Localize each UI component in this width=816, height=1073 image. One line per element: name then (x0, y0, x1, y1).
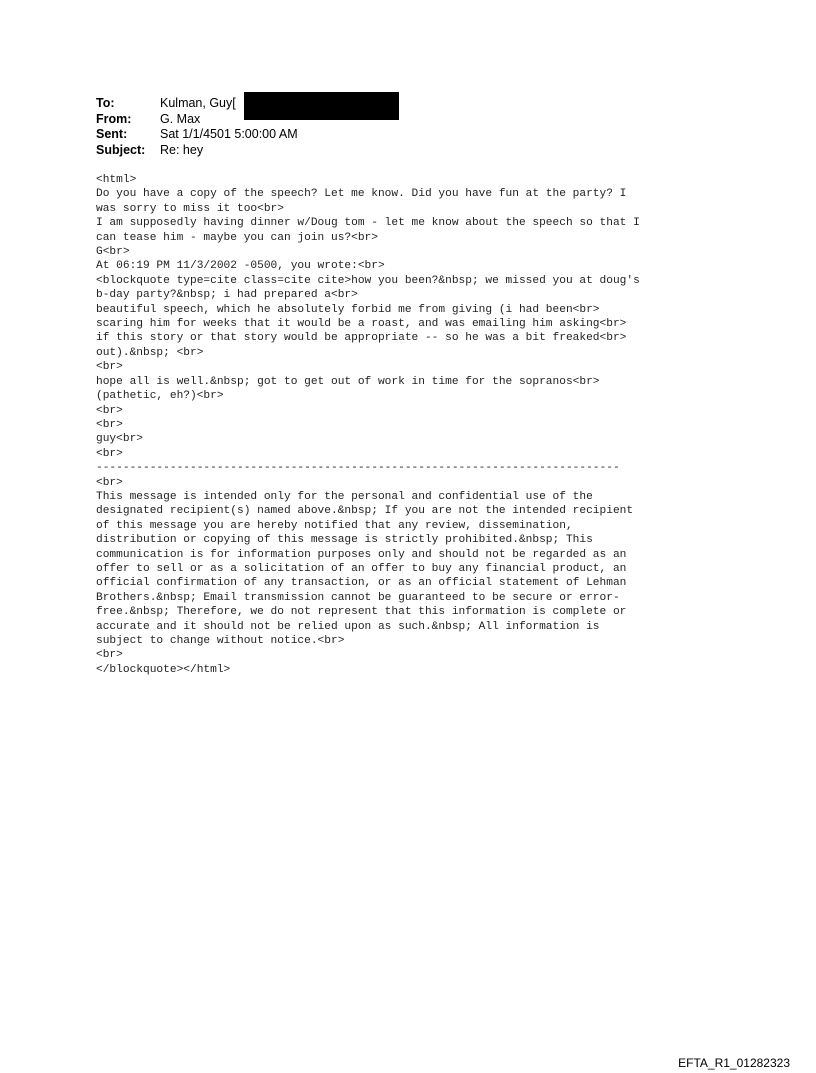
body-line: </blockquote></html> (96, 663, 231, 676)
body-line: <br> (96, 476, 123, 489)
body-line: free.&nbsp; Therefore, we do not represent that this information is complete or (96, 606, 627, 619)
body-line: <blockquote type=cite class=cite cite>how you been?&nbsp; we missed you at doug's (96, 274, 640, 287)
body-line: <br> (96, 649, 123, 662)
body-line: communication is for information purposes only and should not be regarded as an (96, 548, 627, 561)
body-line: Do you have a copy of the speech? Let me know. Did you have fun at the party? I (96, 188, 627, 201)
to-name: Kulman, Guy[ (160, 96, 236, 110)
email-body (96, 173, 640, 677)
body-line: <br> (96, 361, 123, 374)
body-line: (pathetic, eh?)<br> (96, 390, 224, 403)
body-line: scaring him for weeks that it would be a roast, and was emailing him asking<br> (96, 318, 627, 331)
body-line: was sorry to miss it too<br> (96, 202, 284, 215)
redaction-box (244, 92, 399, 120)
body-line: designated recipient(s) named above.&nbsp; If you are not the intended recipient (96, 505, 634, 518)
body-line: b-day party?&nbsp; i had prepared a<br> (96, 289, 358, 302)
from-label: From: (96, 111, 132, 126)
body-line: guy<br> (96, 433, 143, 446)
subject-label: Subject: (96, 142, 146, 157)
body-line: Brothers.&nbsp; Email transmission cannot be guaranteed to be secure or error- (96, 591, 620, 604)
body-line: <html> (96, 174, 137, 186)
body-line: At 06:19 PM 11/3/2002 -0500, you wrote:<br> (96, 260, 385, 273)
body-line: offer to sell or as a solicitation of an offer to buy any financial product, an (96, 562, 627, 575)
subject-value: Re: hey (160, 142, 204, 157)
body-line: beautiful speech, which he absolutely forbid me from giving (i had been<br> (96, 303, 600, 316)
body-line: <br> (96, 404, 123, 417)
sent-value: Sat 1/1/4501 5:00:00 AM (160, 127, 298, 141)
body-line: I am supposedly having dinner w/Doug tom - let me know about the speech so that I (96, 217, 640, 230)
body-line: ------------------------------------------------------------------------------ (96, 462, 620, 475)
body-line: distribution or copying of this message is strictly prohibited.&nbsp; This (96, 534, 593, 547)
from-value: G. Max (160, 111, 201, 126)
body-line: <br> (96, 418, 123, 431)
body-line: accurate and it should not be relied upon as such.&nbsp; All information is (96, 620, 600, 633)
body-line: can tease him - maybe you can join us?<br> (96, 231, 378, 244)
body-line: <br> (96, 447, 123, 460)
body-line: subject to change without notice.<br> (96, 635, 345, 647)
sent-row (96, 127, 396, 143)
body-line: if this story or that story would be appropriate -- so he was a bit freaked<br> (96, 332, 627, 345)
body-line: official confirmation of any transaction, or as an official statement of Lehman (96, 577, 627, 590)
to-label: To: (96, 96, 115, 110)
subject-row (96, 143, 396, 159)
sent-label: Sent: (96, 127, 128, 141)
body-line: hope all is well.&nbsp; got to get out of work in time for the sopranos<br> (96, 375, 600, 388)
body-line: of this message you are hereby notified that any review, dissemination, (96, 519, 573, 532)
document-id: EFTA_R1_01282323 (678, 1056, 790, 1070)
body-line: G<br> (96, 246, 130, 259)
body-line: This message is intended only for the personal and confidential use of the (96, 490, 593, 503)
body-line: out).&nbsp; <br> (96, 346, 204, 359)
